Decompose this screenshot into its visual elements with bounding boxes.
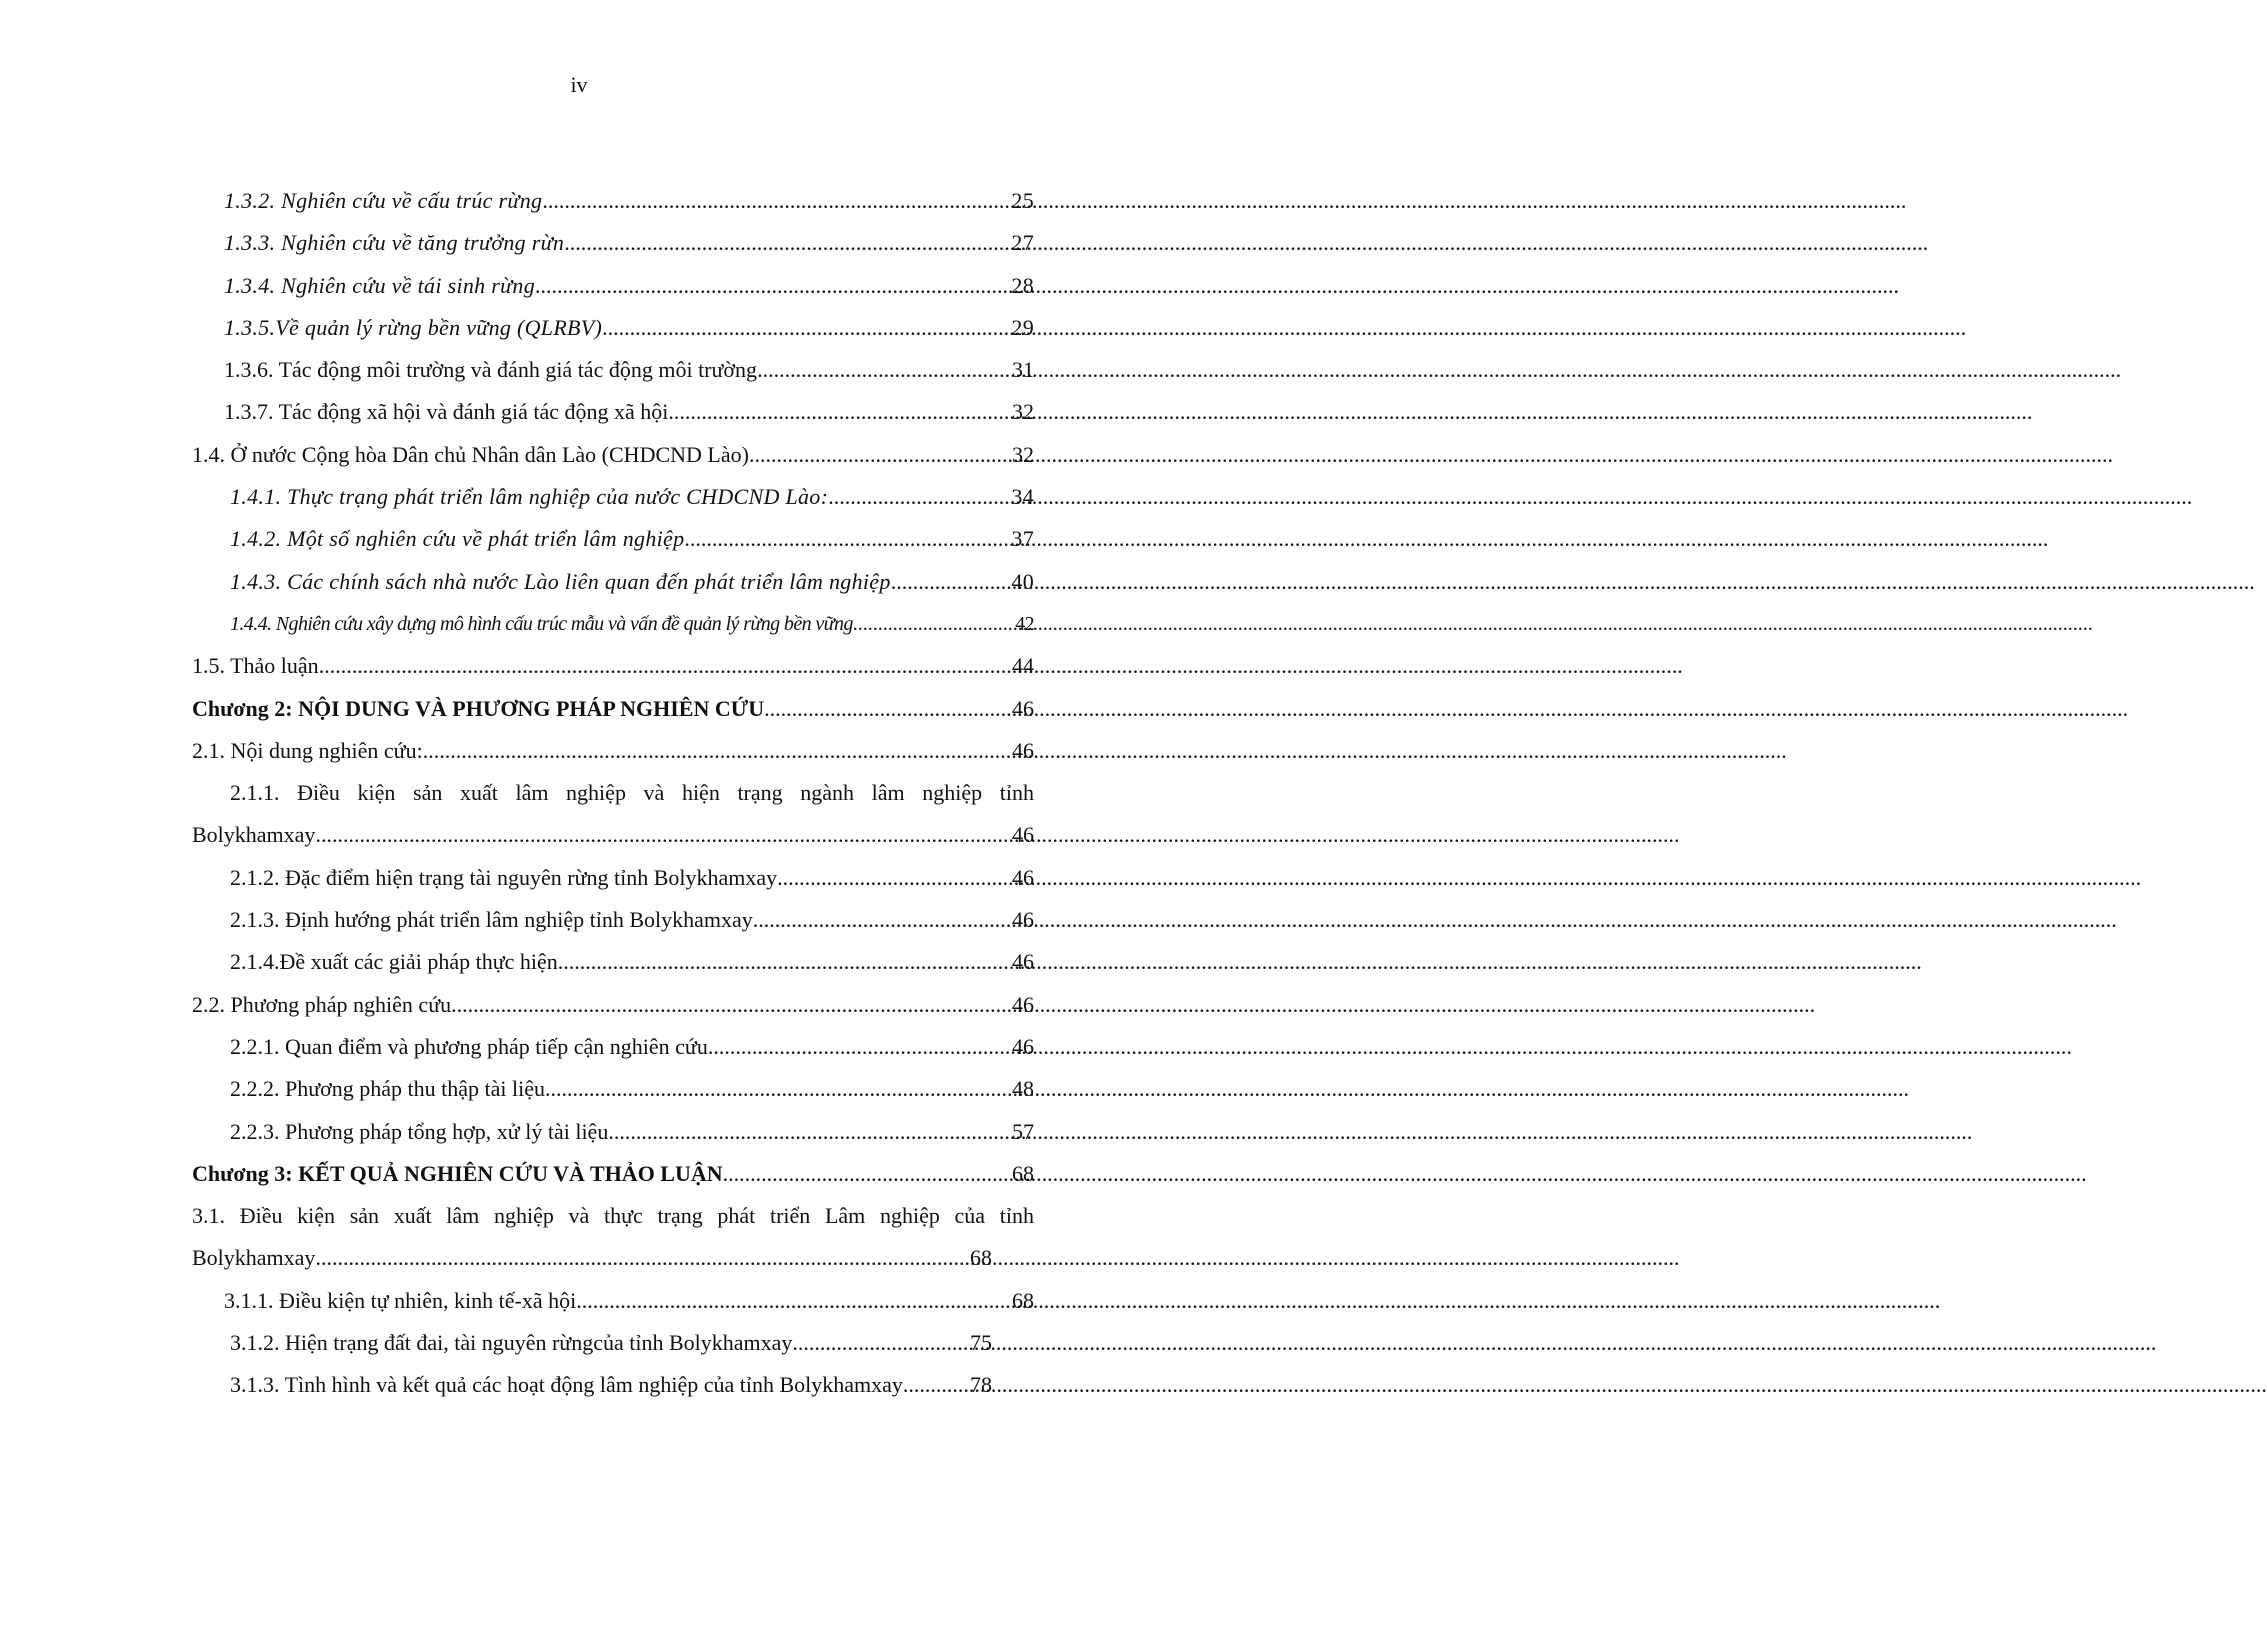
- toc-entry-title: 2.2.3. Phương pháp tổng hợp, xử lý tài liệu: [230, 1118, 609, 1144]
- toc-entry-title: 1.4.2. Một số nghiên cứu về phát triển lâm nghiệp: [230, 526, 685, 552]
- toc-entry-page: 48: [1012, 1076, 1034, 1102]
- dot-leader: [576, 1280, 1012, 1322]
- dot-leader: [545, 1068, 1012, 1110]
- toc-entry[interactable]: [192, 434, 1034, 476]
- toc-entry-page: 46: [1012, 864, 1034, 890]
- toc-entry-title: 1.4.3. Các chính sách nhà nước Lào liên quan đến phát triển lâm nghiệp: [230, 568, 891, 594]
- toc-chapter-entry[interactable]: [192, 688, 1034, 730]
- toc-entry-page: 68: [1012, 1287, 1034, 1313]
- toc-entry-page: 75: [970, 1330, 992, 1356]
- toc-entry-title: 1.4.1. Thực trạng phát triển lâm nghiệp của nước CHDCND Lào:: [230, 484, 829, 510]
- dot-leader: [315, 1237, 970, 1279]
- toc-entry-title: 2.1.2. Đặc điểm hiện trạng tài nguyên rừng tỉnh Bolykhamxay: [230, 864, 778, 890]
- dot-leader: [891, 561, 1012, 603]
- toc-entry[interactable]: [192, 561, 1034, 603]
- toc-entry-title: 1.3.6. Tác động môi trường và đánh giá tác động môi trường: [224, 357, 758, 383]
- toc-entry-page: 46: [1012, 949, 1034, 975]
- toc-entry[interactable]: [192, 476, 1034, 518]
- toc-entry-title: 1.3.5.Về quản lý rừng bền vững (QLRBV): [224, 314, 603, 340]
- dot-leader: [319, 645, 1012, 687]
- toc-entry[interactable]: [192, 857, 1034, 899]
- dot-leader: [564, 222, 1011, 264]
- toc-entry-title: Chương 3: KẾT QUẢ NGHIÊN CỨU VÀ THẢO LUẬN: [192, 1160, 723, 1186]
- dot-leader: [723, 1153, 1012, 1195]
- toc-entry[interactable]: [192, 1111, 1034, 1153]
- toc-entry-title: 3.1. Điều kiện sản xuất lâm nghiệp và thực trạng phát triển Lâm nghiệp của tỉnh: [192, 1203, 1034, 1229]
- toc-entry[interactable]: [192, 349, 1034, 391]
- toc-entry-page: 32: [1012, 441, 1034, 467]
- toc-entry[interactable]: [192, 899, 1034, 941]
- toc-entry[interactable]: [192, 1280, 1034, 1322]
- dot-leader: [684, 518, 1011, 560]
- toc-entry-page: 68: [970, 1245, 992, 1271]
- dot-leader: [792, 1322, 970, 1364]
- toc-entry[interactable]: [192, 265, 1034, 307]
- dot-leader: [757, 349, 1012, 391]
- toc-entry-page: 57: [1012, 1118, 1034, 1144]
- toc-entry[interactable]: [192, 603, 1034, 645]
- dot-leader: [777, 857, 1012, 899]
- toc-entry-title: 2.2. Phương pháp nghiên cứu: [192, 991, 452, 1017]
- dot-leader: [423, 730, 1012, 772]
- toc-entry-title: Chương 2: NỘI DUNG VÀ PHƯƠNG PHÁP NGHIÊN CỨU: [192, 695, 765, 721]
- toc-entry[interactable]: [192, 180, 1034, 222]
- toc-entry-title: 1.3.3. Nghiên cứu về tăng trưởng rừn: [224, 230, 565, 256]
- toc-entry-page: 44: [1012, 653, 1034, 679]
- toc-entry-title: 2.1.1. Điều kiện sản xuất lâm nghiệp và hiện trạng ngành lâm nghiệp tỉnh: [230, 780, 1034, 806]
- toc-entry-title: 2.2.2. Phương pháp thu thập tài liệu: [230, 1076, 546, 1102]
- toc-entry-page: 27: [1011, 230, 1034, 256]
- dot-leader: [451, 984, 1012, 1026]
- dot-leader: [535, 265, 1011, 307]
- toc-entry[interactable]: [192, 1195, 1034, 1237]
- toc-entry-page: 31: [1012, 357, 1034, 383]
- toc-entry-page: 46: [1012, 695, 1034, 721]
- toc-entry-page: 28: [1011, 272, 1034, 298]
- dot-leader: [753, 899, 1012, 941]
- toc-entry-page: 46: [1012, 991, 1034, 1017]
- toc-entry-title: 1.4.4. Nghiên cứu xây dựng mô hình cấu trúc mẫu và vấn đề quản lý rừng bền vững: [230, 612, 853, 635]
- toc-entry[interactable]: [192, 518, 1034, 560]
- toc-entry-title: 1.3.4. Nghiên cứu về tái sinh rừng: [224, 272, 536, 298]
- toc-entry-page: 46: [1012, 822, 1034, 848]
- toc-entry-title: 1.3.2. Nghiên cứu về cấu trúc rừng: [224, 188, 543, 213]
- toc-entry-title: 1.5. Thảo luận: [192, 653, 319, 679]
- toc-entry-page: 68: [1012, 1160, 1034, 1186]
- dot-leader: [315, 814, 1012, 856]
- toc-entry-title: 1.4. Ở nước Cộng hòa Dân chủ Nhân dân Lào (CHDCND Lào): [192, 441, 749, 467]
- dot-leader: [853, 603, 1015, 645]
- toc-entry-title: 2.2.1. Quan điểm và phương pháp tiếp cận nghiên cứu: [230, 1033, 708, 1059]
- dot-leader: [668, 391, 1012, 433]
- toc-entry-title: 3.1.2. Hiện trạng đất đai, tài nguyên rừngcủa tỉnh Bolykhamxay: [230, 1330, 793, 1356]
- toc-entry-title: Bolykhamxay: [192, 1245, 316, 1271]
- toc-entry[interactable]: [192, 1322, 1034, 1364]
- toc-entry-title: 3.1.1. Điều kiện tự nhiên, kinh tế-xã hội: [224, 1287, 577, 1313]
- toc-entry-title: 1.3.7. Tác động xã hội và đánh giá tác động xã hội: [224, 399, 669, 425]
- toc-entry-continuation[interactable]: [192, 814, 1034, 856]
- dot-leader: [828, 476, 1011, 518]
- dot-leader: [903, 1364, 970, 1406]
- toc-entry-page: 25: [1011, 188, 1034, 213]
- toc-entry-title: 2.1. Nội dung nghiên cứu:: [192, 737, 423, 763]
- toc-entry-page: 78: [970, 1372, 992, 1398]
- dot-leader: [708, 1026, 1012, 1068]
- toc-entry[interactable]: [192, 1068, 1034, 1110]
- dot-leader: [764, 688, 1012, 730]
- toc-entry-title: 2.1.4.Đề xuất các giải pháp thực hiện: [230, 949, 558, 975]
- toc-entry[interactable]: [192, 1364, 1034, 1406]
- toc-entry[interactable]: [192, 307, 1034, 349]
- table-of-contents: [192, 180, 1034, 1407]
- toc-entry-title: 2.1.3. Định hướng phát triển lâm nghiệp tỉnh Bolykhamxay: [230, 907, 753, 933]
- dot-leader: [542, 180, 1011, 222]
- toc-entry[interactable]: [192, 772, 1034, 814]
- dot-leader: [602, 307, 1011, 349]
- toc-entry-page: 40: [1011, 568, 1034, 594]
- page-number: iv: [570, 72, 588, 97]
- toc-entry-page: 46: [1012, 907, 1034, 933]
- toc-entry-page: 34: [1011, 484, 1034, 510]
- toc-chapter-entry[interactable]: [192, 1153, 1034, 1195]
- toc-entry-title: Bolykhamxay: [192, 822, 316, 848]
- toc-entry[interactable]: [192, 1026, 1034, 1068]
- dot-leader: [558, 941, 1012, 983]
- toc-entry-page: 46: [1012, 737, 1034, 763]
- toc-entry-page: 32: [1012, 399, 1034, 425]
- toc-entry-page: 46: [1012, 1033, 1034, 1059]
- toc-entry[interactable]: [192, 984, 1034, 1026]
- toc-entry[interactable]: [192, 941, 1034, 983]
- toc-entry-title: 3.1.3. Tình hình và kết quả các hoạt động lâm nghiệp của tỉnh Bolykhamxay: [230, 1372, 903, 1398]
- toc-entry-page: 29: [1011, 314, 1034, 340]
- dot-leader: [749, 434, 1012, 476]
- toc-entry-page: 42: [1015, 612, 1034, 635]
- toc-entry-continuation[interactable]: [192, 1237, 1034, 1279]
- toc-entry[interactable]: [192, 645, 1034, 687]
- dot-leader: [608, 1111, 1012, 1153]
- toc-entry[interactable]: [192, 391, 1034, 433]
- toc-entry[interactable]: [192, 730, 1034, 772]
- toc-entry[interactable]: [192, 222, 1034, 264]
- toc-entry-page: 37: [1011, 526, 1034, 552]
